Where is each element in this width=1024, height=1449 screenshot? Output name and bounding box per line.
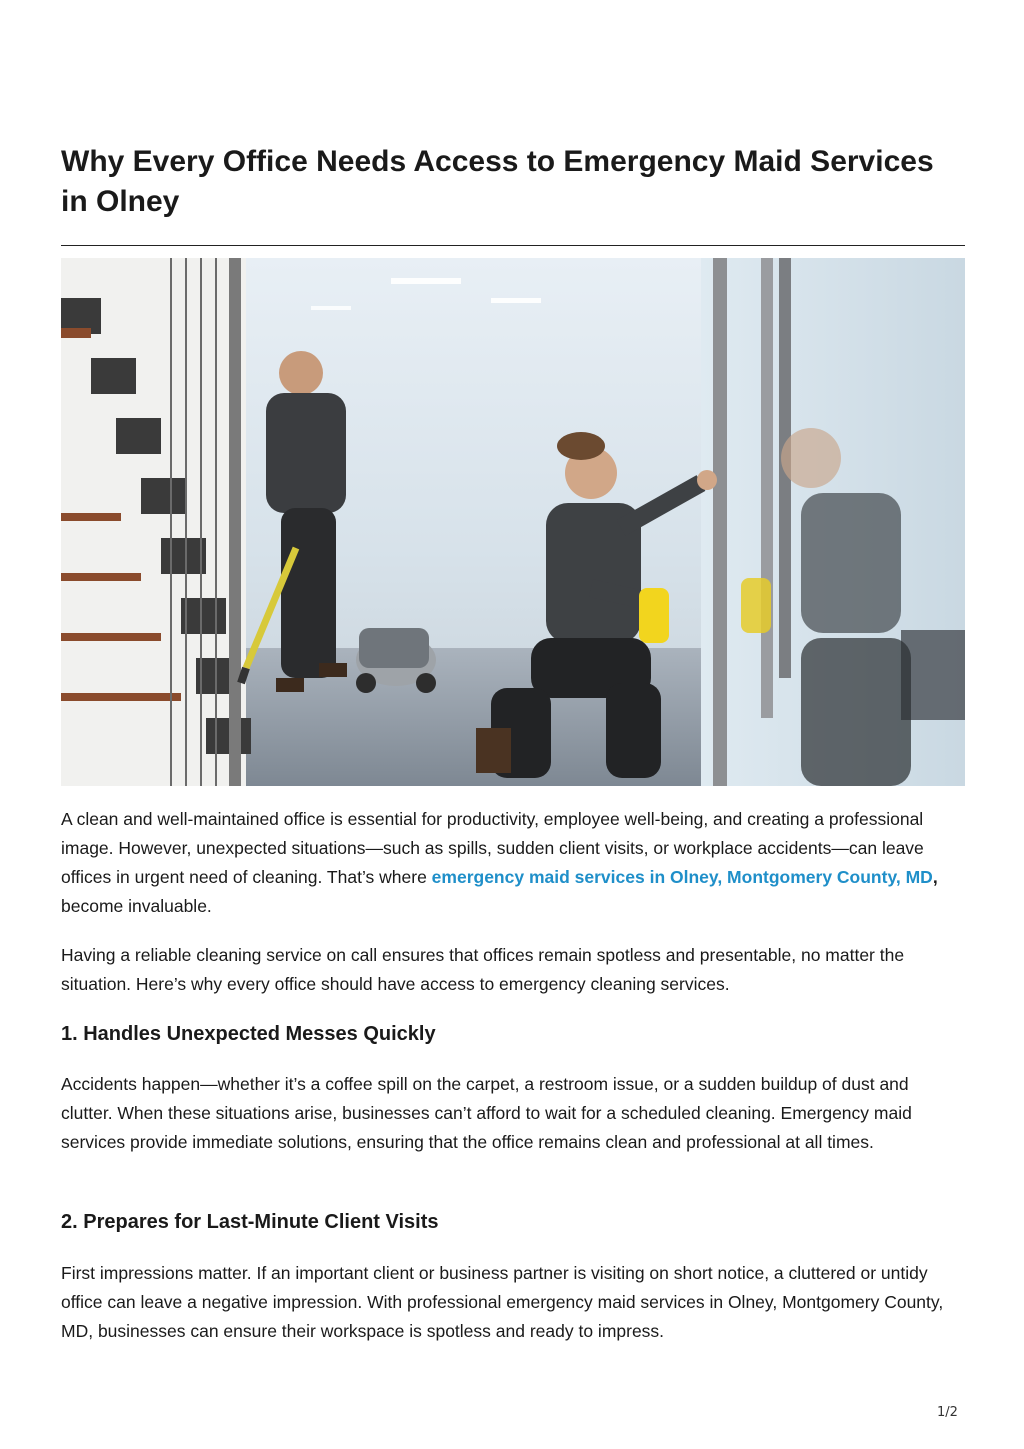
page-title: Why Every Office Needs Access to Emergency Maid Services in Olney [61,145,934,218]
section-heading-1: 1. Handles Unexpected Messes Quickly [61,1023,436,1045]
intro-comma: , [932,867,938,887]
section-heading-2: 2. Prepares for Last-Minute Client Visits [61,1211,439,1233]
intro-text-after: become invaluable. [61,896,212,916]
emergency-maid-services-link[interactable]: emergency maid services in Olney, Montgomery County, MD [431,867,933,887]
intro-paragraph [61,805,965,921]
paragraph-2: Having a reliable cleaning service on call ensures that offices remain spotless and presentable, no matter the situation. Here’s why every office should have access to emergency cleaning services. [61,945,905,994]
section-body-1: Accidents happen—whether it’s a coffee spill on the carpet, a restroom issue, or a sudden buildup of dust and clutter. When these situations arise, businesses can’t afford to wait for a scheduled cleaning. Emergency maid services provide immediate solutions, ensuring that the office remains clean and professional at all times. [61,1074,912,1152]
title-divider [61,245,965,246]
section-body-2: First impressions matter. If an important client or business partner is visiting on short notice, a cluttered or untidy office can leave a negative impression. With professional emergency maid services in Olney, Montgomery County, MD, businesses can ensure their workspace is spotless and ready to impress. [61,1263,944,1341]
page-number: 1/2 [937,1405,958,1420]
hero-image [61,258,965,786]
intro-text-before: A clean and well-maintained office is essential for productivity, employee well-being, and creating a professional image. However, unexpected situations—such as spills, sudden client visits, or workplace accidents—can leave offices in urgent need of cleaning. That’s where [61,809,924,887]
